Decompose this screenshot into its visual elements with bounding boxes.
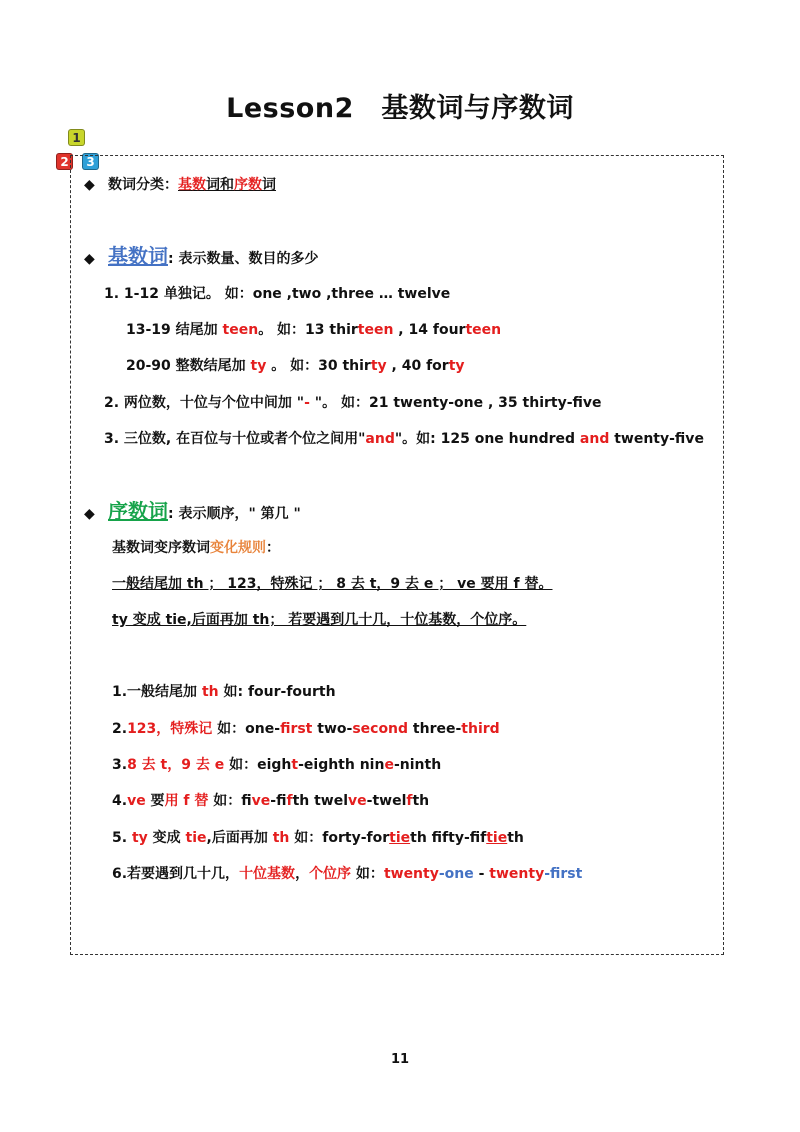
example-highlight: t: [291, 757, 299, 773]
example-text: th fifty-fif: [410, 830, 487, 846]
ordinal-example-1: [112, 682, 336, 702]
classification-connector: 词和: [206, 177, 234, 193]
ordinal-heading-line: [84, 499, 301, 526]
ordinal-desc: : 表示顺序，" 第几 ": [168, 506, 301, 522]
ordinal-example-4: [112, 791, 429, 811]
rule-highlight: -: [304, 395, 310, 411]
rule-highlight: ty: [448, 358, 465, 374]
rule-text: 2. 两位数，十位与个位中间加 ": [104, 395, 305, 411]
example-text: 3.: [112, 757, 128, 773]
cardinal-rule-1c: [126, 356, 465, 376]
cardinal-rule-1: 1. 1-12 单独记。 如：one ,two ,three … twelve: [104, 286, 451, 302]
example-highlight: ve: [251, 793, 271, 809]
example-highlight: ve: [348, 793, 367, 809]
example-text: th: [507, 830, 524, 846]
example-highlight: e: [384, 757, 394, 773]
example-text: -: [473, 866, 490, 882]
rule-highlight: ty: [370, 358, 387, 374]
cardinal-desc: : 表示数量、数目的多少: [168, 251, 319, 267]
ordinal-example-2: [112, 719, 500, 739]
cardinal-heading: 基数词: [108, 244, 168, 268]
example-highlight: 用 f 替: [164, 793, 209, 809]
example-text: -twel: [366, 793, 407, 809]
page-title: Lesson2 基数词与序数词: [226, 93, 574, 124]
rule-text: 13-19 结尾加: [126, 322, 223, 338]
example-highlight: first: [280, 721, 313, 737]
example-text: 变成: [147, 830, 186, 846]
rule-highlight: teen: [465, 322, 502, 338]
rule-title-text: 基数词变序数词: [112, 540, 210, 556]
rule-summary-1: 一般结尾加 th ； 123，特殊记 ； 8 去 t，9 去 e ； ve 要用 f 替。: [112, 576, 553, 592]
classification-label: 数词分类：: [108, 177, 178, 193]
example-highlight: f: [286, 793, 293, 809]
example-text: 如：eigh: [224, 757, 292, 773]
example-highlight: twenty: [383, 866, 439, 882]
example-text: -eighth nin: [298, 757, 385, 773]
rule-text: twenty-five: [609, 431, 704, 447]
example-highlight: 8 去 t，9 去 e: [127, 757, 225, 773]
rule-summary-2: ty 变成 tie,后面再加 th； 若要遇到几十几，十位基数，个位序。: [112, 612, 527, 628]
example-text: three-: [408, 721, 462, 737]
classification-end: 词: [262, 177, 276, 193]
rule-highlight: teen: [357, 322, 394, 338]
cardinal-rule-3: [104, 429, 704, 449]
rule-text: "。 如：21 twenty-one , 35 thirty-five: [309, 395, 602, 411]
example-text: 2.: [112, 721, 128, 737]
diamond-icon: ◆: [84, 177, 95, 193]
rule-highlight: teen: [222, 322, 259, 338]
badge-1: 1: [68, 129, 85, 146]
example-text: two-: [312, 721, 353, 737]
example-highlight: twenty: [489, 866, 545, 882]
example-highlight: ve: [127, 793, 146, 809]
rule-text: , 40 for: [386, 358, 449, 374]
example-text: 如：: [351, 866, 384, 882]
ordinal-example-3: [112, 755, 441, 775]
example-highlight: f: [406, 793, 413, 809]
example-text: -fi: [270, 793, 287, 809]
rule-highlight: and: [579, 431, 610, 447]
badge-2: 2: [56, 153, 73, 170]
rule-highlight: and: [365, 431, 395, 447]
example-text: 4.: [112, 793, 128, 809]
example-text: 5.: [112, 830, 132, 846]
ordinal-heading: 序数词: [108, 499, 168, 523]
ordinal-example-6: [112, 864, 582, 884]
example-text: th: [412, 793, 430, 809]
number-classification-line: [84, 175, 276, 195]
cardinal-heading-line: [84, 244, 318, 271]
example-highlight: tie: [185, 830, 207, 846]
example-text: 要: [145, 793, 165, 809]
ordinal-term: 序数: [234, 177, 262, 193]
example-highlight: tie: [389, 830, 411, 846]
page-number: 11: [390, 1052, 410, 1067]
diamond-icon: ◆: [84, 251, 95, 267]
example-highlight: ty: [131, 830, 148, 846]
example-highlight: third: [461, 721, 500, 737]
example-highlight-blue: -first: [544, 866, 583, 882]
example-highlight: th: [201, 684, 219, 700]
ordinal-example-5: [112, 828, 524, 848]
example-text: 如：forty-for: [289, 830, 390, 846]
example-highlight: 十位基数: [239, 866, 296, 882]
example-text: ，: [295, 866, 310, 882]
example-text: 如: four-fourth: [218, 684, 336, 700]
rule-highlight: ty: [250, 358, 267, 374]
rule-text: 。 如：30 thir: [266, 358, 371, 374]
example-text: 1.一般结尾加: [112, 684, 202, 700]
rule-text: 3. 三位数, 在百位与十位或者个位之间用": [104, 431, 366, 447]
rule-title-colon: ：: [266, 540, 280, 556]
rule-text: "。如: 125 one hundred: [394, 431, 580, 447]
example-highlight-blue: -one: [438, 866, 474, 882]
example-highlight: 个位序: [309, 866, 352, 882]
example-highlight: second: [352, 721, 409, 737]
diamond-icon: ◆: [84, 506, 95, 522]
cardinal-rule-1b: [126, 320, 501, 340]
badge-3: 3: [82, 153, 99, 170]
example-text: th twel: [292, 793, 349, 809]
cardinal-rule-2: [104, 393, 602, 413]
example-text: 6.若要遇到几十几，: [112, 866, 240, 882]
rule-title-highlight: 变化规则: [210, 540, 266, 556]
rule-text: 。 如：13 thir: [258, 322, 358, 338]
example-highlight: 123，特殊记: [127, 721, 213, 737]
rule-text: , 14 four: [393, 322, 466, 338]
rule-title: [112, 538, 280, 558]
example-text: -ninth: [393, 757, 442, 773]
example-text: 如：fi: [208, 793, 252, 809]
example-highlight: tie: [486, 830, 508, 846]
cardinal-term: 基数: [178, 177, 206, 193]
rule-text: 20-90 整数结尾加: [126, 358, 251, 374]
example-highlight: th: [272, 830, 290, 846]
example-text: ,后面再加: [206, 830, 273, 846]
example-text: 如：one-: [212, 721, 281, 737]
